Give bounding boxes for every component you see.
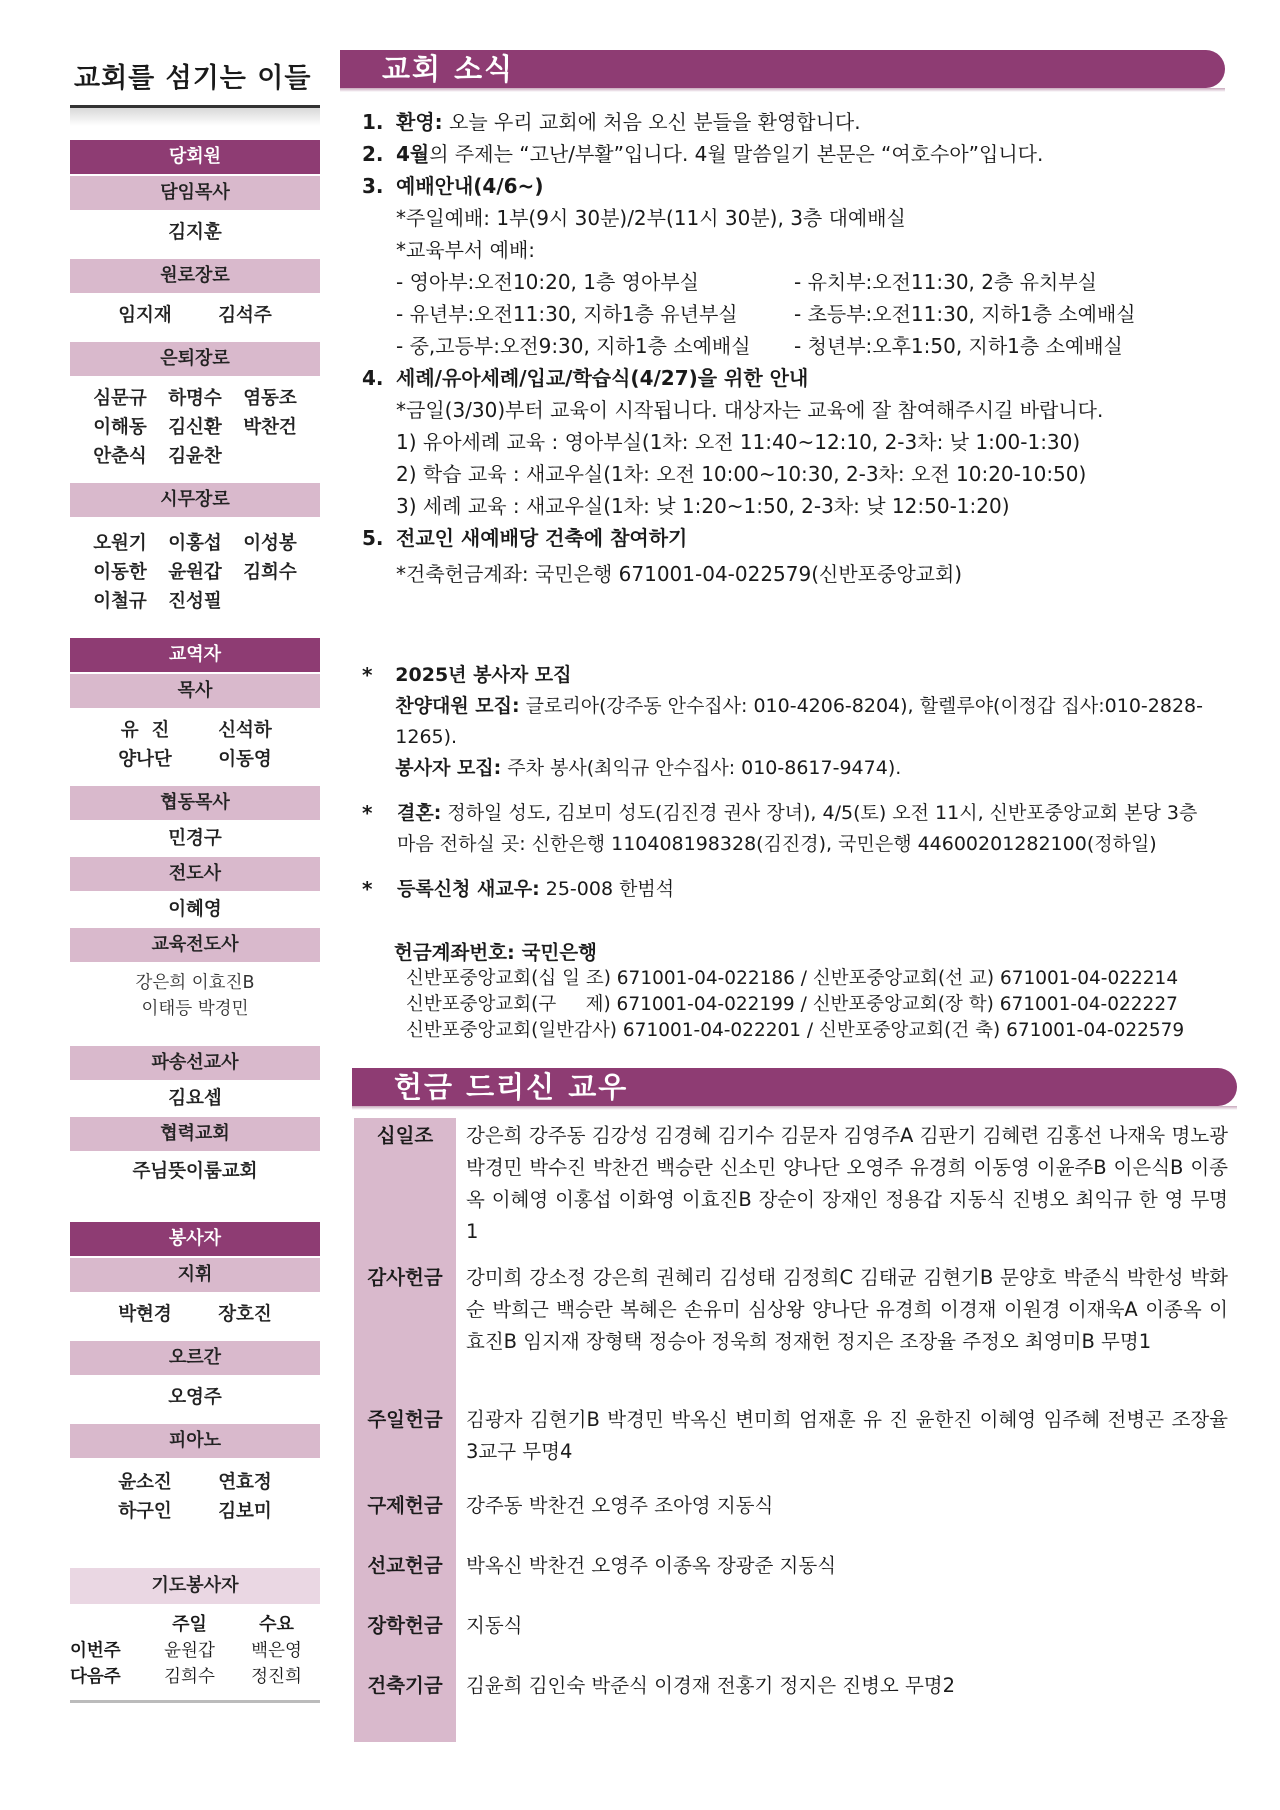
active-elder-name: 김희수 — [243, 562, 297, 583]
notice-recruit — [362, 660, 1222, 784]
bullet-star-icon: * — [362, 877, 373, 901]
news-item — [362, 170, 1222, 202]
offering-table — [354, 1118, 1229, 1742]
senior-elder-name: 임지재 — [118, 305, 172, 326]
church-news-banner: 교회 소식 — [340, 50, 1225, 88]
news-item-text: 오늘 우리 교회에 처음 오신 분들을 환영합니다. — [442, 110, 861, 134]
prayer-row-label: 이번주 — [70, 1641, 121, 1661]
active-elder-header: 시무장로 — [70, 483, 320, 517]
news-item-number: 1. — [362, 110, 384, 134]
active-elder-name: 오원기 — [93, 533, 147, 554]
offering-row — [354, 1260, 1229, 1358]
conductor-header: 지휘 — [70, 1258, 320, 1292]
edu-evangelist-list — [70, 962, 320, 1028]
evangelist-header: 전도사 — [70, 857, 320, 891]
offering-names: 박옥신 박찬건 오영주 이종옥 장광준 지동식 — [466, 1554, 837, 1577]
choir-label: 찬양대원 모집: — [395, 695, 520, 717]
piano-header: 피아노 — [70, 1424, 320, 1458]
edu-dept-list — [362, 266, 1222, 362]
news-item-text: 의 주제는 “고난/부활”입니다. 4월 말씀일기 본문은 “여호수아”입니다. — [429, 142, 1044, 166]
prayer-volunteer-header: 기도봉사자 — [70, 1568, 320, 1604]
newcomer-text: 25-008 한범석 — [539, 878, 675, 900]
conductor-list — [70, 1292, 320, 1335]
evangelist-name: 이혜영 — [168, 899, 222, 920]
news-item-number: 5. — [362, 526, 384, 550]
building-account: *건축헌금계좌: 국민은행 671001-04-022579(신반포중앙교회) — [396, 562, 963, 586]
sidebar-title: 교회를 섬기는 이들 — [74, 63, 312, 94]
prayer-col-wed: 수요 — [259, 1614, 294, 1635]
sidebar-title-shade — [70, 108, 320, 126]
conductor-name: 장호진 — [218, 1304, 272, 1325]
offering-label: 선교헌금 — [367, 1554, 443, 1577]
pianist-list — [70, 1458, 320, 1532]
wedding-text: 정하일 성도, 김보미 성도(김진경 권사 장녀), 4/5(토) 오전 11시, 신반포중앙교회 본당 3층 — [441, 802, 1198, 824]
news-item-number: 4. — [362, 366, 384, 390]
news-item-number: 3. — [362, 174, 384, 198]
offering-names: 김윤희 김인숙 박준식 이경재 전홍기 정지은 진병오 무명2 — [466, 1674, 956, 1697]
retired-elder-name: 박찬건 — [243, 417, 297, 438]
assoc-pastor-header: 협동목사 — [70, 786, 320, 820]
active-elder-name: 이동한 — [93, 562, 147, 583]
active-elder-name: 이성봉 — [243, 533, 297, 554]
edu-dept-item: - 초등부:오전11:30, 지하1층 소예배실 — [794, 302, 1136, 326]
news-item-body — [396, 106, 861, 138]
organist-name: 오영주 — [168, 1387, 222, 1408]
prayer-sunday-name: 윤원갑 — [164, 1641, 215, 1661]
offering-label: 건축기금 — [367, 1674, 443, 1697]
offering-accounts — [394, 940, 1214, 1044]
retired-elder-name: 하명수 — [168, 388, 222, 409]
pianist-name: 연효정 — [218, 1472, 272, 1493]
newcomer-label: 등록신청 새교우: — [397, 878, 540, 900]
senior-elder-header: 원로장로 — [70, 259, 320, 293]
bullet-star-icon: * — [362, 801, 373, 825]
account-row: 신반포중앙교회(일반감사) 671001-04-022201 / 신반포중앙교회(건 축) 671001-04-022579 — [406, 1020, 1185, 1041]
news-item — [362, 106, 1222, 138]
bullet-star-icon: * — [362, 663, 373, 687]
pianist-name: 윤소진 — [118, 1472, 172, 1493]
offering-label: 구제헌금 — [367, 1494, 443, 1517]
notice-recruit-title: 2025년 봉사자 모집 — [395, 664, 572, 686]
conductor-name: 박현경 — [118, 1304, 172, 1325]
notice-body — [397, 874, 674, 905]
prayer-table-rule — [70, 1700, 320, 1703]
news-item-title: 세례/유아세례/입교/학습식(4/27)을 위한 안내 — [396, 366, 809, 390]
active-elder-name: 이홍섭 — [168, 533, 222, 554]
news-item — [362, 138, 1222, 170]
pianist-name: 김보미 — [218, 1501, 272, 1522]
account-row: 신반포중앙교회(십 일 조) 671001-04-022186 / 신반포중앙교회(선 교) 671001-04-022214 — [406, 968, 1179, 989]
edu-evangelist-line: 이태등 박경민 — [141, 999, 249, 1019]
pastor-name: 이동영 — [218, 749, 272, 770]
offering-label: 장학헌금 — [367, 1614, 443, 1637]
retired-elder-header: 은퇴장로 — [70, 342, 320, 376]
worship-edu: *교육부서 예배: — [396, 238, 536, 262]
volunteer-label: 봉사자 모집: — [395, 757, 502, 779]
retired-elder-name: 이해동 — [93, 417, 147, 438]
news-item-title: 4월 — [396, 142, 430, 166]
partner-church-name: 주님뜻이룸교회 — [132, 1161, 258, 1182]
active-elder-list — [70, 517, 320, 622]
head-pastor-name: 김지훈 — [168, 222, 222, 243]
volunteers-group-header: 봉사자 — [70, 1222, 320, 1256]
news-item-number: 2. — [362, 142, 384, 166]
retired-elder-name: 심문규 — [93, 388, 147, 409]
pianist-name: 하구인 — [118, 1501, 172, 1522]
offering-row — [354, 1118, 1229, 1248]
elders-group-header: 당회원 — [70, 140, 320, 174]
retired-elder-list — [70, 376, 320, 477]
wedding-text-2: 마음 전하실 곳: 신한은행 110408198328(김진경), 국민은행 44600201282100(정하일) — [397, 833, 1157, 855]
active-elder-name: 진성필 — [168, 591, 222, 612]
offering-label: 십일조 — [376, 1124, 434, 1147]
retired-elder-name: 김신환 — [168, 417, 222, 438]
account-row: 신반포중앙교회(구 제) 671001-04-022199 / 신반포중앙교회(장 학) 671001-04-022227 — [406, 994, 1178, 1015]
baptism-note: 1) 유아세례 교육 : 영아부실(1차: 오전 11:40~12:10, 2-3차: 낮 1:00-1:30) — [396, 430, 1081, 454]
news-item-body — [396, 138, 1043, 170]
pastor-name: 신석하 — [218, 720, 272, 741]
offering-label: 감사헌금 — [367, 1266, 443, 1289]
notices-section — [362, 660, 1222, 919]
offering-names: 강미희 강소정 강은희 권혜리 김성태 김정희C 김태균 김현기B 문양호 박준식 박한성 박화순 박희근 백승란 복혜은 손유미 심상왕 양나단 유경희 이경재 이원경 이재욱A 이종옥 이효진B 임지재 장형택 정승아 정욱희 정재헌 정지은 조장율 주정오 최영미B 무명1 — [466, 1266, 1228, 1353]
offering-names: 김광자 김현기B 박경민 박옥신 변미희 엄재훈 유 진 윤한진 이혜영 임주혜 전병곤 조장율 3교구 무명4 — [466, 1408, 1228, 1463]
edu-dept-item: - 청년부:오후1:50, 지하1층 소예배실 — [794, 334, 1123, 358]
offering-label: 주일헌금 — [367, 1408, 443, 1431]
prayer-table-row — [70, 1664, 320, 1690]
baptism-note: 2) 학습 교육 : 새교우실(1차: 오전 10:00~10:30, 2-3차: 오전 10:20-10:50) — [396, 462, 1087, 486]
organ-header: 오르간 — [70, 1341, 320, 1375]
offering-row — [354, 1402, 1229, 1468]
active-elder-name: 윤원갑 — [168, 562, 222, 583]
prayer-row-label: 다음주 — [70, 1667, 121, 1687]
accounts-title: 헌금계좌번호: 국민은행 — [394, 941, 597, 964]
news-item — [362, 362, 1222, 394]
active-elder-name: 이철규 — [93, 591, 147, 612]
news-item — [362, 522, 1222, 554]
baptism-note: *금일(3/30)부터 교육이 시작됩니다. 대상자는 교육에 잘 참여해주시길 바랍니다. — [396, 398, 1104, 422]
offering-names: 강주동 박찬건 오영주 조아영 지동식 — [466, 1494, 774, 1517]
church-news-section — [362, 106, 1222, 590]
pastor-list — [70, 708, 320, 780]
offering-row — [354, 1608, 1229, 1642]
baptism-note: 3) 세례 교육 : 새교우실(1차: 낮 1:20~1:50, 2-3차: 낮 12:50-1:20) — [396, 494, 1010, 518]
retired-elder-name: 김윤찬 — [168, 446, 222, 467]
head-pastor-header: 담임목사 — [70, 176, 320, 210]
prayer-table-header — [70, 1612, 320, 1638]
retired-elder-name: 염동조 — [243, 388, 297, 409]
assoc-pastor-name: 민경구 — [168, 828, 222, 849]
offering-row — [354, 1548, 1229, 1582]
offering-names: 강은희 강주동 김강성 김경혜 김기수 김문자 김영주A 김판기 김혜련 김홍선 나재욱 명노광 박경민 박수진 박찬건 백승란 신소민 양나단 오영주 유경희 이동영 이윤주B 이은식B 이종옥 이혜영 이홍섭 이화영 이효진B 장순이 장재인 정용갑 지동식 진병오 최익규 한 영 무명1 — [466, 1124, 1229, 1243]
prayer-wed-name: 정진희 — [251, 1667, 302, 1687]
ministers-group-header: 교역자 — [70, 638, 320, 672]
prayer-col-sunday: 주일 — [172, 1614, 207, 1635]
wedding-label: 결혼: — [397, 802, 442, 824]
news-item-title: 환영: — [396, 110, 443, 134]
retired-elder-name: 안춘식 — [93, 446, 147, 467]
prayer-table-corner — [70, 1612, 146, 1638]
edu-dept-item: - 유년부:오전11:30, 지하1층 유년부실 — [396, 302, 738, 326]
offering-banner: 헌금 드리신 교우 — [352, 1068, 1237, 1106]
notice-newcomer — [362, 874, 1222, 905]
offering-names: 지동식 — [466, 1614, 523, 1637]
missionary-header: 파송선교사 — [70, 1046, 320, 1080]
news-item-title: 예배안내(4/6~) — [396, 174, 544, 198]
news-item-title: 전교인 새예배당 건축에 참여하기 — [396, 526, 688, 550]
edu-evangelist-header: 교육전도사 — [70, 928, 320, 962]
prayer-sunday-name: 김희수 — [164, 1667, 215, 1687]
edu-evangelist-line: 강은희 이효진B — [135, 973, 255, 993]
partner-church-header: 협력교회 — [70, 1117, 320, 1151]
edu-dept-item: - 영아부:오전10:20, 1층 영아부실 — [396, 270, 699, 294]
notice-body — [395, 660, 1222, 784]
prayer-table-row — [70, 1638, 320, 1664]
senior-elder-list — [70, 293, 320, 336]
offering-row — [354, 1668, 1229, 1702]
choir-text: 글로리아(강주동 안수집사: 010-4206-8204), 할렐루야(이정갑 집사:010-2828-1265). — [395, 695, 1203, 748]
pastor-name: 유 진 — [120, 720, 170, 741]
pastor-header: 목사 — [70, 674, 320, 708]
senior-elder-name: 김석주 — [218, 305, 272, 326]
notice-body — [397, 798, 1197, 860]
missionary-name: 김요셉 — [168, 1088, 222, 1109]
volunteer-text: 주차 봉사(최익규 안수집사: 010-8617-9474). — [501, 757, 902, 779]
pastor-name: 양나단 — [118, 749, 172, 770]
edu-dept-item: - 중,고등부:오전9:30, 지하1층 소예배실 — [396, 334, 751, 358]
prayer-volunteer-table — [70, 1612, 320, 1690]
edu-dept-item: - 유치부:오전11:30, 2층 유치부실 — [794, 270, 1097, 294]
notice-wedding — [362, 798, 1222, 860]
sidebar — [70, 50, 320, 1703]
offering-row — [354, 1488, 1229, 1522]
prayer-wed-name: 백은영 — [251, 1641, 302, 1661]
worship-sunday: *주일예배: 1부(9시 30분)/2부(11시 30분), 3층 대예배실 — [396, 206, 906, 230]
